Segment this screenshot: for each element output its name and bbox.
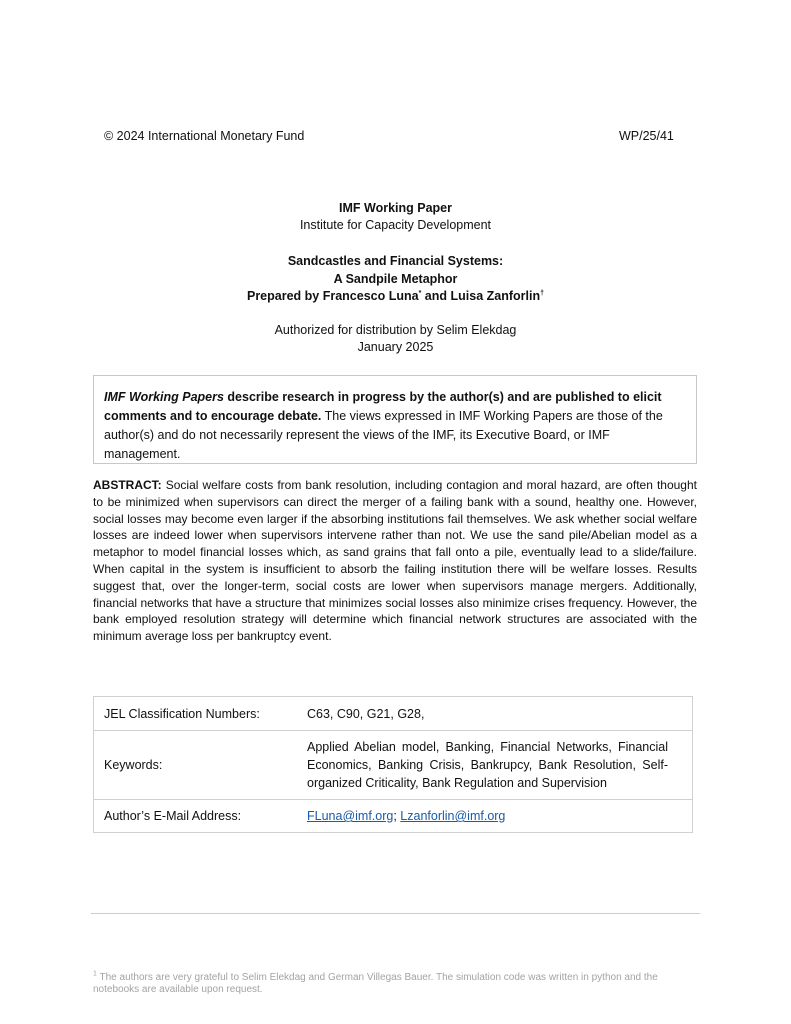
abstract-text: Social welfare costs from bank resolution, including contagion and moral hazard, are often thought to be minimized when supervisors can direct the merger of a failing bank with a sound, healthy one. However, social losses may become even larger if the absorbing institutions fail themselves. We ask whether social welfare losses are indeed lower when supervisors intervene rather than not. We use the sand pile/Abelian model as a metaphor to model financial losses which, as sand grains that fall onto a pile, eventually lead to a slide/failure. When capital in the system is insufficient to absorb the failing institution there will be welfare losses. Results suggest that, over the longer-term, social costs are lower when supervisors manage mergers. Additionally, financial networks that have a structure that minimizes social losses also minimize crises frequency. However, the bank employed resolution strategy will determine which financial network structures are associated with the minimum average loss per bankruptcy event. bbox=[93, 478, 697, 644]
disclaimer-bold-text: describe research in progress by the author(s) and are published to elicit comments and to encourage debate. bbox=[104, 390, 662, 423]
email-link-luna[interactable]: FLuna@imf.org bbox=[307, 809, 394, 823]
paper-number: WP/25/41 bbox=[619, 129, 674, 143]
author1-footnote-mark: * bbox=[418, 289, 422, 297]
keywords-row bbox=[94, 731, 693, 800]
disclaimer-plain-text: The views expressed in IMF Working Papers are those of the author(s) and do not necessarily represent the views of the IMF, its Executive Board, or IMF management. bbox=[104, 409, 663, 461]
copyright-notice: © 2024 International Monetary Fund bbox=[104, 129, 305, 143]
author2-footnote-mark: † bbox=[540, 289, 545, 297]
authorized-by: Authorized for distribution by Selim Elekdag bbox=[274, 323, 517, 337]
conjunction: and bbox=[424, 289, 448, 303]
series-title: IMF Working Paper bbox=[339, 201, 452, 215]
jel-value: C63, C90, G21, G28, bbox=[297, 697, 693, 731]
footnote-mark: 1 bbox=[93, 970, 97, 978]
disclaimer-series-name: IMF Working Papers bbox=[104, 390, 224, 404]
email-separator: ; bbox=[393, 809, 401, 823]
footnote bbox=[93, 972, 693, 996]
email-link-zanforlin[interactable]: Lzanforlin@imf.org bbox=[400, 809, 506, 823]
classification-table bbox=[93, 696, 693, 833]
prepared-by: Prepared by Francesco Luna bbox=[246, 289, 419, 303]
jel-row bbox=[94, 697, 693, 731]
footnote-divider bbox=[91, 913, 700, 914]
publication-date: January 2025 bbox=[357, 340, 434, 354]
paper-title-line1: Sandcastles and Financial Systems: bbox=[287, 254, 504, 268]
email-row bbox=[94, 800, 693, 833]
department: Institute for Capacity Development bbox=[299, 218, 492, 232]
paper-title-line2: A Sandpile Metaphor bbox=[333, 272, 458, 286]
keywords-value: Applied Abelian model, Banking, Financial Networks, Financial Economics, Banking Crisis, Bankrupcy, Bank Resolution, Self-organized Criticality, Bank Regulation and Supervision bbox=[297, 731, 693, 800]
email-label: Author’s E-Mail Address: bbox=[94, 800, 298, 833]
footnote-text: The authors are very grateful to Selim Elekdag and German Villegas Bauer. The simulation code was written in python and the notebooks are available upon request. bbox=[93, 972, 658, 995]
authors-line bbox=[0, 288, 791, 305]
keywords-label: Keywords: bbox=[94, 731, 298, 800]
disclaimer-box bbox=[93, 375, 697, 464]
abstract-label: ABSTRACT: bbox=[93, 478, 162, 492]
abstract bbox=[93, 477, 697, 645]
email-value bbox=[297, 800, 693, 833]
jel-label: JEL Classification Numbers: bbox=[94, 697, 298, 731]
author2-name: Luisa Zanforlin bbox=[450, 289, 541, 303]
